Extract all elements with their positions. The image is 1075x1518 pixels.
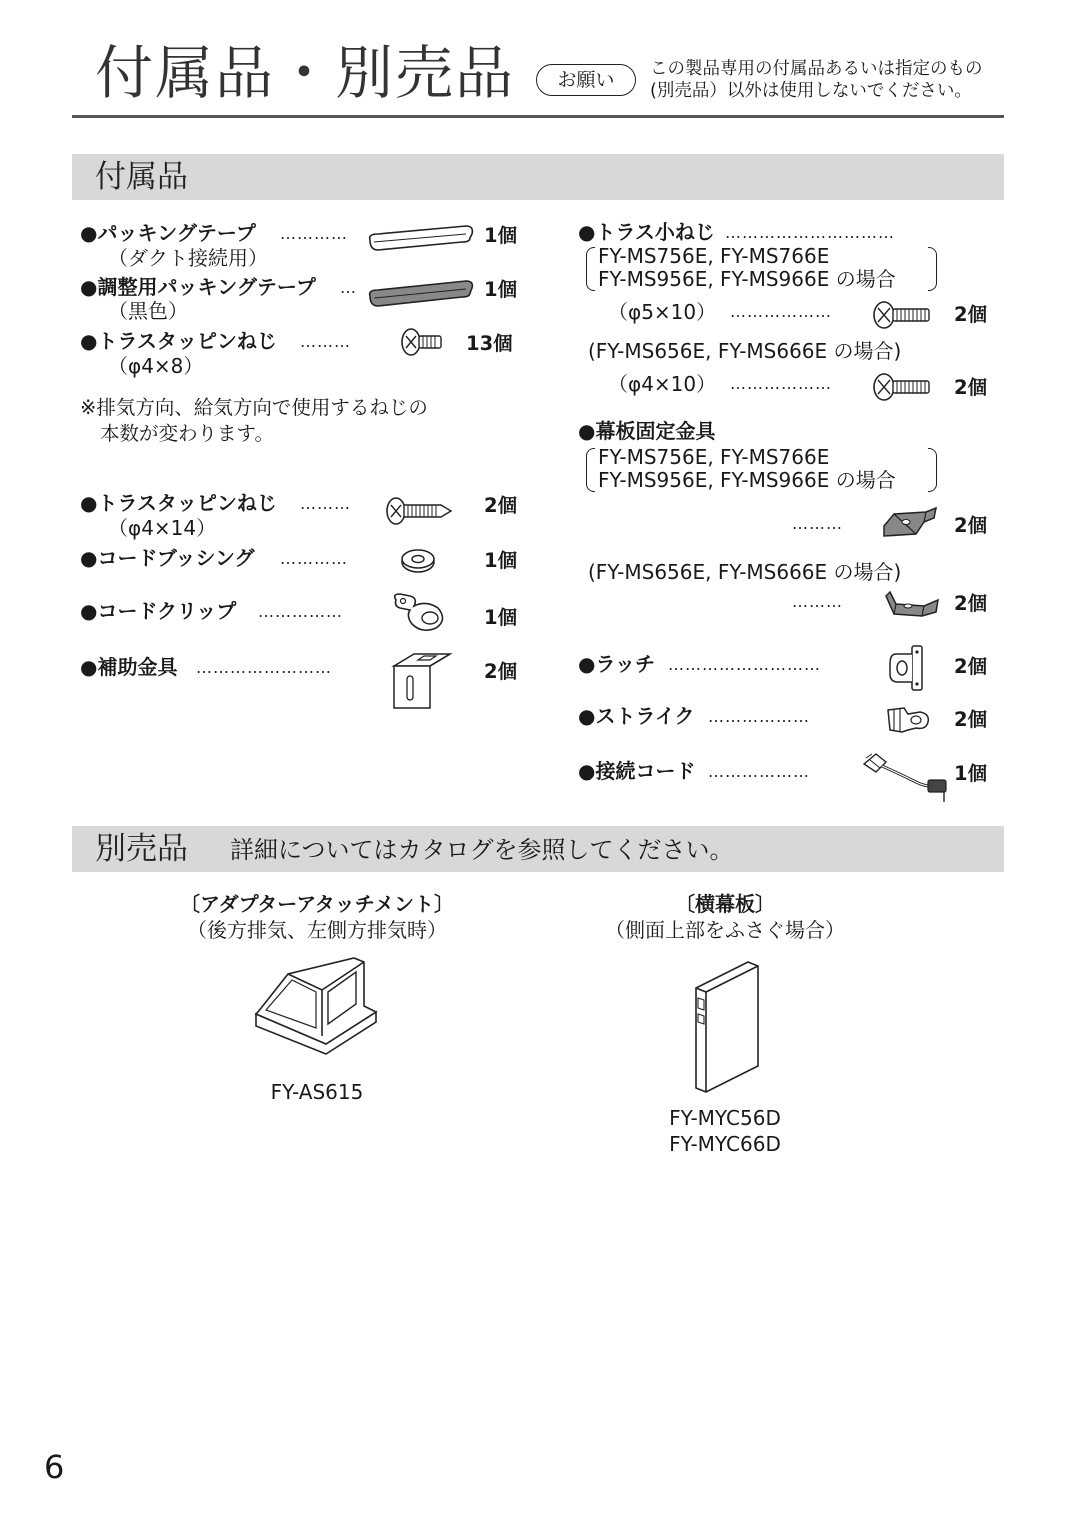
item-strike-name: ●ストライク — [578, 704, 695, 728]
cord-clip-icon — [390, 590, 450, 634]
bracket-models-left-brace — [586, 448, 595, 492]
item-packing-tape-name: ●パッキングテープ — [80, 221, 256, 245]
footnote-line-2: 本数が変わります。 — [100, 422, 274, 445]
item-cord-bushing-dots: ………… — [280, 549, 348, 568]
bracket-models-b: (FY-MS656E, FY-MS666E の場合) — [588, 560, 902, 584]
item-long-screw-note: （φ4×14） — [108, 516, 217, 540]
item-long-screw-name: ●トラスタッピンねじ — [80, 491, 277, 515]
item-truss-screw-dots: ………………………… — [725, 223, 895, 242]
adapter-attachment-icon — [252, 956, 382, 1060]
notice-line-1: この製品専用の付属品あるいは指定のもの — [650, 59, 983, 79]
item-cord-qty: 1個 — [954, 762, 988, 785]
bracket-models-a-line-1: FY-MS756E, FY-MS766E — [598, 445, 830, 469]
side-panel-model-1: FY-MYC56D — [669, 1106, 781, 1130]
notice-badge: お願い — [536, 64, 636, 96]
truss-qty-b: 2個 — [954, 376, 988, 399]
item-packing-tape-qty: 1個 — [484, 224, 518, 247]
item-short-screw-name: ●トラスタッピンねじ — [80, 329, 277, 353]
connection-cord-icon — [860, 750, 952, 806]
footnote-line-1: ※排気方向、給気方向で使用するねじの — [80, 396, 428, 419]
item-black-tape-dots: … — [340, 278, 357, 297]
bracket-qty-a: 2個 — [954, 514, 988, 537]
bracket-dots-a: ……… — [792, 514, 843, 533]
item-black-tape-name: ●調整用パッキングテープ — [80, 275, 316, 299]
item-latch-name: ●ラッチ — [578, 652, 656, 676]
optional-subheading: 詳細についてはカタログを参照してください。 — [230, 836, 734, 864]
black-packing-tape-icon — [366, 276, 476, 310]
cord-bushing-icon — [400, 546, 436, 576]
side-panel-title: 〔横幕板〕 — [675, 892, 775, 916]
page-title: 付属品・別売品 — [95, 39, 516, 107]
truss-size-a: （φ5×10） — [608, 300, 717, 324]
latch-icon — [886, 642, 928, 692]
notice-text — [650, 58, 983, 102]
item-latch-dots: ……………………… — [668, 655, 821, 674]
truss-models-a-line-1: FY-MS756E, FY-MS766E — [598, 244, 830, 268]
item-cord-dots: ……………… — [708, 762, 810, 781]
truss-dots-a: ……………… — [730, 302, 832, 321]
item-bracket-dots: …………………… — [196, 658, 332, 677]
item-cord-name: ●接続コード — [578, 759, 696, 783]
item-short-screw-qty: 13個 — [466, 332, 513, 355]
notice-line-2: (別売品）以外は使用しないでください。 — [650, 81, 972, 101]
bracket-qty-b: 2個 — [954, 592, 988, 615]
truss-models-a-line-2: FY-MS956E, FY-MS966E の場合 — [598, 267, 896, 291]
item-packing-tape-note: （ダクト接続用） — [108, 246, 268, 270]
bracket-models-a-line-2: FY-MS956E, FY-MS966E の場合 — [598, 468, 896, 492]
side-panel-model-2: FY-MYC66D — [669, 1132, 781, 1156]
accessories-heading: 付属品 — [95, 159, 188, 195]
short-screw-icon — [400, 326, 446, 360]
item-black-tape-note: （黒色） — [108, 299, 188, 323]
models-a-right-brace — [928, 247, 937, 291]
item-strike-qty: 2個 — [954, 708, 988, 731]
item-latch-qty: 2個 — [954, 655, 988, 678]
item-bracket-qty: 2個 — [484, 660, 518, 683]
page-number: 6 — [44, 1448, 65, 1486]
adapter-note: （後方排気、左側方排気時） — [187, 918, 447, 942]
auxiliary-bracket-icon — [390, 650, 454, 712]
item-cord-bushing-qty: 1個 — [484, 549, 518, 572]
item-cord-bushing-name: ●コードブッシング — [80, 546, 255, 570]
title-divider — [72, 115, 1004, 118]
item-packing-tape-dots: ………… — [280, 224, 348, 243]
accessories-section-bar — [72, 154, 1004, 200]
item-short-screw-dots: ……… — [300, 332, 351, 351]
truss-dots-b: ……………… — [730, 374, 832, 393]
side-panel-note: （側面上部をふさぐ場合） — [605, 918, 845, 942]
adapter-model: FY-AS615 — [270, 1080, 364, 1104]
bracket-dots-b: ……… — [792, 592, 843, 611]
models-a-left-brace — [586, 247, 595, 291]
item-cord-clip-dots: …………… — [258, 602, 343, 621]
panel-bracket-small-icon — [882, 586, 942, 622]
side-panel-icon — [690, 958, 766, 1098]
panel-bracket-icon — [880, 504, 940, 540]
machine-screw-icon — [872, 300, 934, 332]
bracket-models-right-brace — [928, 448, 937, 492]
truss-models-b: (FY-MS656E, FY-MS666E の場合) — [588, 339, 902, 363]
strike-icon — [884, 702, 934, 736]
packing-tape-icon — [366, 222, 476, 256]
adapter-title: 〔アダプターアタッチメント〕 — [180, 892, 454, 916]
item-short-screw-note: （φ4×8） — [108, 354, 204, 378]
item-black-tape-qty: 1個 — [484, 278, 518, 301]
long-screw-icon — [385, 496, 455, 528]
item-long-screw-dots: ……… — [300, 494, 351, 513]
item-truss-screw-name: ●トラス小ねじ — [578, 220, 715, 244]
optional-heading: 別売品 — [95, 831, 188, 867]
item-panel-bracket-name: ●幕板固定金具 — [578, 419, 716, 443]
item-bracket-name: ●補助金具 — [80, 655, 178, 679]
machine-screw-small-icon — [872, 372, 934, 404]
item-cord-clip-qty: 1個 — [484, 606, 518, 629]
truss-qty-a: 2個 — [954, 303, 988, 326]
item-long-screw-qty: 2個 — [484, 494, 518, 517]
truss-size-b: （φ4×10） — [608, 372, 717, 396]
item-cord-clip-name: ●コードクリップ — [80, 599, 237, 623]
item-strike-dots: ……………… — [708, 707, 810, 726]
